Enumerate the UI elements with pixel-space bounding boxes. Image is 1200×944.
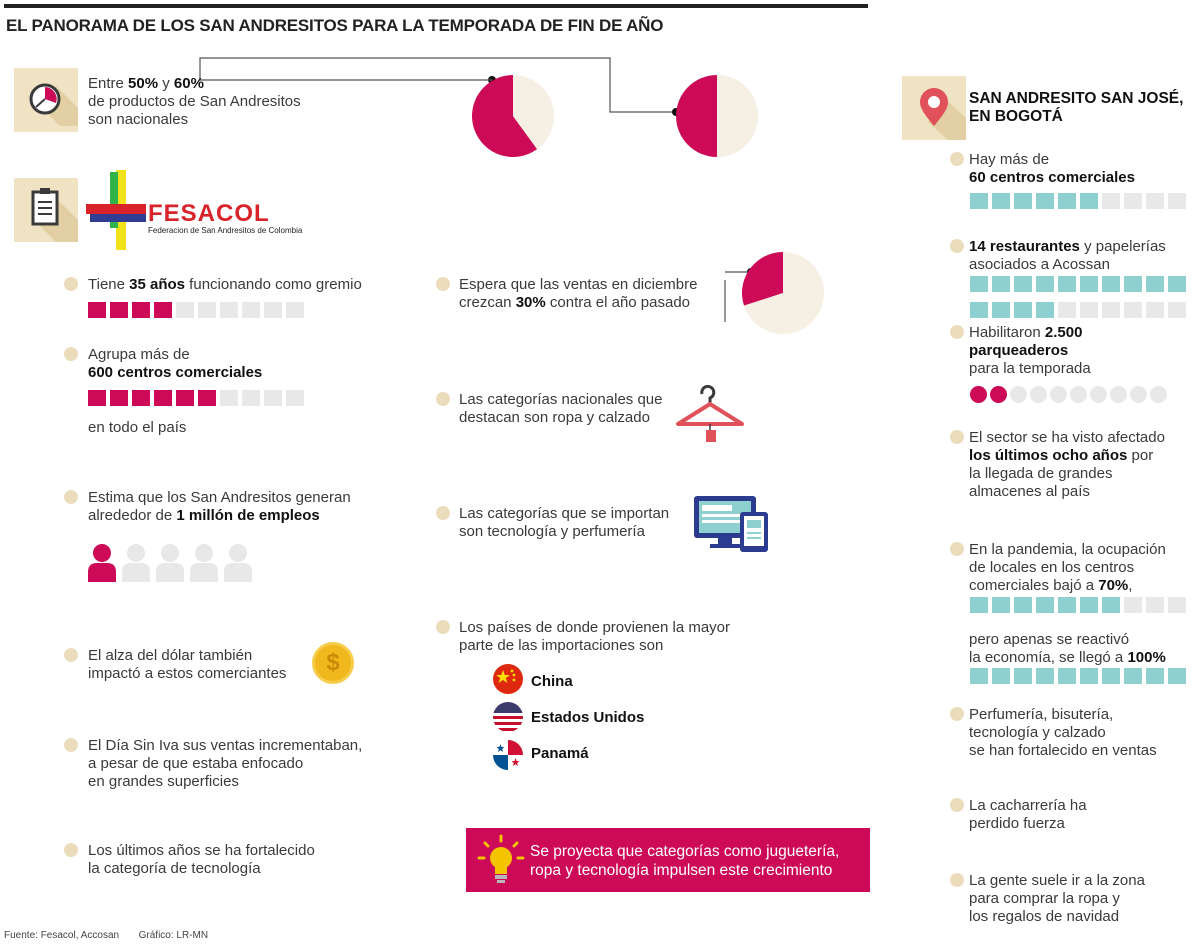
empty-unit	[1168, 193, 1186, 209]
jobs-line1: Estima que los San Andresitos generan	[88, 489, 351, 506]
footer	[4, 930, 208, 941]
dollar-coin-icon	[312, 642, 354, 684]
pandemic-line2: de locales en los centros	[969, 559, 1135, 576]
countries-text	[459, 619, 730, 655]
empty-unit	[220, 302, 238, 318]
empty-unit	[1102, 193, 1120, 209]
sales-line1: Espera que las ventas en diciembre	[459, 276, 698, 293]
bullet	[950, 325, 964, 339]
filled-unit	[1080, 276, 1098, 292]
bullet	[950, 798, 964, 812]
empty-unit	[1070, 386, 1087, 403]
iva-line1: El Día Sin Iva sus ventas incrementaban,	[88, 737, 363, 754]
centers-text	[88, 346, 262, 382]
empty-unit	[242, 390, 260, 406]
filled-unit	[88, 390, 106, 406]
imports-line1: Las categorías que se importan	[459, 505, 670, 522]
bullet	[64, 277, 78, 291]
empty-unit	[264, 390, 282, 406]
jobs-text	[88, 489, 351, 525]
perfume-line1: Perfumería, bisutería,	[969, 706, 1114, 723]
countries-line1: Los países de donde provienen la mayor	[459, 619, 731, 636]
countries-line2: parte de las importaciones son	[459, 637, 664, 654]
sales-post: contra el año pasado	[545, 294, 691, 311]
filled-unit	[1036, 668, 1054, 684]
filled-unit	[110, 302, 128, 318]
filled-unit	[970, 193, 988, 209]
footer-source: Fuente: Fesacol, Accosan	[4, 930, 120, 941]
filled-unit	[970, 668, 988, 684]
filled-unit	[992, 276, 1010, 292]
filled-unit	[992, 597, 1010, 613]
empty-unit	[1110, 386, 1127, 403]
filled-unit	[970, 386, 987, 403]
pie-slice-nacionales	[676, 75, 717, 157]
filled-unit	[1080, 668, 1098, 684]
banner-line1: Se proyecta que categorías como juguetería,	[530, 843, 840, 860]
filled-unit	[992, 193, 1010, 209]
filled-unit	[1036, 302, 1054, 318]
pandemic-line1: En la pandemia, la ocupación	[969, 541, 1166, 558]
empty-unit	[1150, 386, 1167, 403]
years-post: funcionando como gremio	[185, 276, 362, 293]
filled-unit	[1058, 668, 1076, 684]
empty-unit	[176, 302, 194, 318]
bullet	[64, 738, 78, 752]
dollar-line2: impactó a estos comerciantes	[88, 665, 287, 682]
malls-line1: Hay más de	[969, 151, 1050, 168]
bullet	[950, 707, 964, 721]
dollar-line1: El alza del dólar también	[88, 647, 253, 664]
empty-unit	[1090, 386, 1107, 403]
bullet	[950, 873, 964, 887]
years-pre: Tiene	[88, 276, 130, 293]
filled-unit	[1168, 276, 1186, 292]
filled-unit	[1102, 597, 1120, 613]
sales-bold: 30%	[515, 294, 546, 311]
footer-credit: Gráfico: LR-MN	[138, 930, 209, 941]
empty-unit	[286, 390, 304, 406]
parking-pre: Habilitaron	[969, 324, 1045, 341]
bullet	[950, 152, 964, 166]
empty-unit	[1102, 302, 1120, 318]
filled-unit	[1036, 276, 1054, 292]
filled-unit	[970, 276, 988, 292]
filled-unit	[1014, 668, 1032, 684]
person-empty-icon	[188, 542, 220, 582]
empty-unit	[1146, 597, 1164, 613]
pie-slice-otros	[717, 75, 758, 157]
jobs-people	[86, 542, 256, 582]
filled-unit	[1014, 193, 1032, 209]
location-icon-tile	[902, 76, 966, 140]
clipboard-icon-tile	[14, 178, 78, 242]
centers-post: en todo el país	[88, 419, 187, 436]
clothing-line1: Las categorías nacionales que	[459, 391, 663, 408]
imports-text	[459, 505, 669, 541]
filled-unit	[1102, 276, 1120, 292]
iva-line3: en grandes superficies	[88, 773, 239, 790]
recovery-text	[969, 631, 1166, 667]
centers-line1: Agrupa más de	[88, 346, 190, 363]
malls-waffle	[970, 193, 1190, 209]
pie-national-50	[676, 75, 758, 157]
filled-unit	[1036, 193, 1054, 209]
bullet	[64, 347, 78, 361]
lightbulb-icon	[476, 834, 526, 886]
panama-flag-icon	[493, 740, 523, 770]
fesacol-logo-text: FESACOL	[148, 200, 270, 227]
country-panama: Panamá	[531, 745, 589, 762]
bullet	[436, 392, 450, 406]
filled-unit	[1058, 597, 1076, 613]
filled-unit	[198, 390, 216, 406]
gifts-line3: los regalos de navidad	[969, 908, 1120, 925]
pandemic-pre: comerciales bajó a	[969, 577, 1099, 594]
centers-waffle	[88, 390, 308, 406]
empty-unit	[1168, 302, 1186, 318]
person-empty-icon	[222, 542, 254, 582]
empty-unit	[1010, 386, 1027, 403]
malls-bold: 60 centros comerciales	[969, 169, 1135, 186]
national-low: 50%	[128, 75, 159, 92]
recovery-bold: 100%	[1127, 649, 1166, 666]
empty-unit	[1130, 386, 1147, 403]
country-usa: Estados Unidos	[531, 709, 645, 726]
recovery-waffle	[970, 668, 1190, 684]
restaurants-post: y papelerías	[1079, 238, 1166, 255]
filled-unit	[990, 386, 1007, 403]
empty-unit	[1168, 597, 1186, 613]
years-bold: 35 años	[129, 276, 186, 293]
tech-text	[88, 842, 315, 878]
person-empty-icon	[154, 542, 186, 582]
recovery-pre: la economía, se llegó a	[969, 649, 1128, 666]
restaurants-bold: 14 restaurantes	[969, 238, 1080, 255]
restaurants-line2: asociados a Acossan	[969, 256, 1110, 273]
dollar-text	[88, 647, 286, 683]
filled-unit	[1080, 597, 1098, 613]
fesacol-logo	[86, 170, 303, 252]
filled-unit	[970, 597, 988, 613]
bullet	[950, 239, 964, 253]
filled-unit	[176, 390, 194, 406]
filled-unit	[110, 390, 128, 406]
filled-unit	[1124, 276, 1142, 292]
centers-bold: 600 centros comerciales	[88, 364, 263, 381]
clothing-line2: destacan son ropa y calzado	[459, 409, 650, 426]
usa-flag-icon	[493, 702, 523, 732]
sales-text	[459, 276, 697, 312]
filled-unit	[88, 302, 106, 318]
chart-icon-tile	[14, 68, 78, 132]
empty-unit	[1124, 302, 1142, 318]
jobs-bold: 1 millón de empleos	[176, 507, 320, 524]
filled-unit	[970, 302, 988, 318]
empty-unit	[1030, 386, 1047, 403]
cacharreria-line1: La cacharrería ha	[969, 797, 1087, 814]
empty-unit	[1124, 597, 1142, 613]
recovery-line1: pero apenas se reactivó	[969, 631, 1130, 648]
sales-pre: crezcan	[459, 294, 516, 311]
person-filled-icon	[86, 542, 118, 582]
clipboard-icon	[14, 178, 78, 242]
page-title: EL PANORAMA DE LOS SAN ANDRESITOS PARA LA TEMPORADA DE FIN DE AÑO	[6, 16, 664, 35]
computer-devices-icon	[692, 494, 772, 554]
malls-text	[969, 151, 1135, 187]
filled-unit	[1036, 597, 1054, 613]
pie-sales-30	[742, 252, 824, 334]
affected-line1: El sector se ha visto afectado	[969, 429, 1165, 446]
pandemic-text	[969, 541, 1166, 595]
national-line3: son nacionales	[88, 111, 189, 128]
iva-line2: a pesar de que estaba enfocado	[88, 755, 304, 772]
pie-national-60	[472, 75, 554, 157]
filled-unit	[1146, 668, 1164, 684]
filled-unit	[992, 302, 1010, 318]
clothing-text	[459, 391, 662, 427]
filled-unit	[1124, 668, 1142, 684]
affected-text	[969, 429, 1165, 501]
bullet	[64, 490, 78, 504]
bullet	[950, 430, 964, 444]
filled-unit	[154, 390, 172, 406]
empty-unit	[1080, 302, 1098, 318]
empty-unit	[1050, 386, 1067, 403]
gifts-line2: para comprar la ropa y	[969, 890, 1120, 907]
filled-unit	[132, 302, 150, 318]
bullet	[64, 843, 78, 857]
tech-line1: Los últimos años se ha fortalecido	[88, 842, 315, 859]
empty-unit	[1058, 302, 1076, 318]
parking-bold2: parqueaderos	[969, 342, 1069, 359]
fesacol-cross-icon	[86, 170, 146, 252]
empty-unit	[1146, 302, 1164, 318]
parking-circles	[970, 386, 1170, 403]
filled-unit	[1146, 276, 1164, 292]
parking-bold1: 2.500	[1044, 324, 1083, 341]
empty-unit	[198, 302, 216, 318]
filled-unit	[1014, 276, 1032, 292]
pandemic-bold: 70%	[1098, 577, 1129, 594]
iva-text	[88, 737, 362, 791]
national-pre: Entre	[88, 75, 129, 92]
projection-banner	[466, 828, 870, 892]
national-line2: de productos de San Andresitos	[88, 93, 301, 110]
empty-unit	[286, 302, 304, 318]
location-pin-icon	[902, 76, 966, 140]
banner-text	[530, 842, 839, 880]
filled-unit	[992, 668, 1010, 684]
restaurants-waffle	[970, 276, 1200, 323]
affected-line4: almacenes al país	[969, 483, 1090, 500]
fesacol-logo-subtitle: Federacion de San Andresitos de Colombia	[148, 226, 303, 235]
cacharreria-text	[969, 797, 1087, 833]
filled-unit	[1014, 302, 1032, 318]
filled-unit	[1058, 276, 1076, 292]
cacharreria-line2: perdido fuerza	[969, 815, 1065, 832]
right-heading-line2: EN BOGOTÁ	[969, 108, 1063, 125]
filled-unit	[1014, 597, 1032, 613]
banner-line2: ropa y tecnología impulsen este crecimiento	[530, 862, 833, 879]
bullet	[436, 277, 450, 291]
bullet	[436, 620, 450, 634]
right-heading-line1: SAN ANDRESITO SAN JOSÉ,	[969, 90, 1184, 107]
filled-unit	[132, 390, 150, 406]
dollar-symbol: $	[326, 649, 340, 676]
bullet	[436, 506, 450, 520]
national-high: 60%	[173, 75, 204, 92]
bullet	[64, 648, 78, 662]
parking-line3: para la temporada	[969, 360, 1091, 377]
imports-line2: son tecnología y perfumería	[459, 523, 645, 540]
pandemic-post: ,	[1128, 577, 1133, 594]
affected-line3: la llegada de grandes	[969, 465, 1113, 482]
parking-text	[969, 324, 1091, 378]
filled-unit	[1080, 193, 1098, 209]
right-heading	[969, 90, 1183, 126]
country-china: China	[531, 673, 573, 690]
national-mid: y	[158, 75, 174, 92]
pandemic-waffle	[970, 597, 1190, 613]
affected-bold: los últimos ocho años	[969, 447, 1128, 464]
filled-unit	[154, 302, 172, 318]
empty-unit	[1146, 193, 1164, 209]
bullet	[950, 542, 964, 556]
filled-unit	[1168, 668, 1186, 684]
empty-unit	[1124, 193, 1142, 209]
gifts-text	[969, 872, 1145, 926]
perfume-line2: tecnología y calzado	[969, 724, 1106, 741]
empty-unit	[242, 302, 260, 318]
affected-post: por	[1127, 447, 1154, 464]
tech-line2: la categoría de tecnología	[88, 860, 261, 877]
person-empty-icon	[120, 542, 152, 582]
years-waffle	[88, 302, 308, 318]
pie-chart-icon	[14, 68, 78, 132]
national-text	[88, 75, 301, 129]
restaurants-text	[969, 238, 1166, 274]
gifts-line1: La gente suele ir a la zona	[969, 872, 1145, 889]
hanger-icon	[674, 380, 746, 444]
empty-unit	[264, 302, 282, 318]
empty-unit	[220, 390, 238, 406]
filled-unit	[1058, 193, 1076, 209]
filled-unit	[1102, 668, 1120, 684]
jobs-pre: alrededor de	[88, 507, 177, 524]
perfume-line3: se han fortalecido en ventas	[969, 742, 1157, 759]
china-flag-icon	[493, 664, 523, 694]
years-text	[88, 276, 362, 294]
perfume-text	[969, 706, 1157, 760]
